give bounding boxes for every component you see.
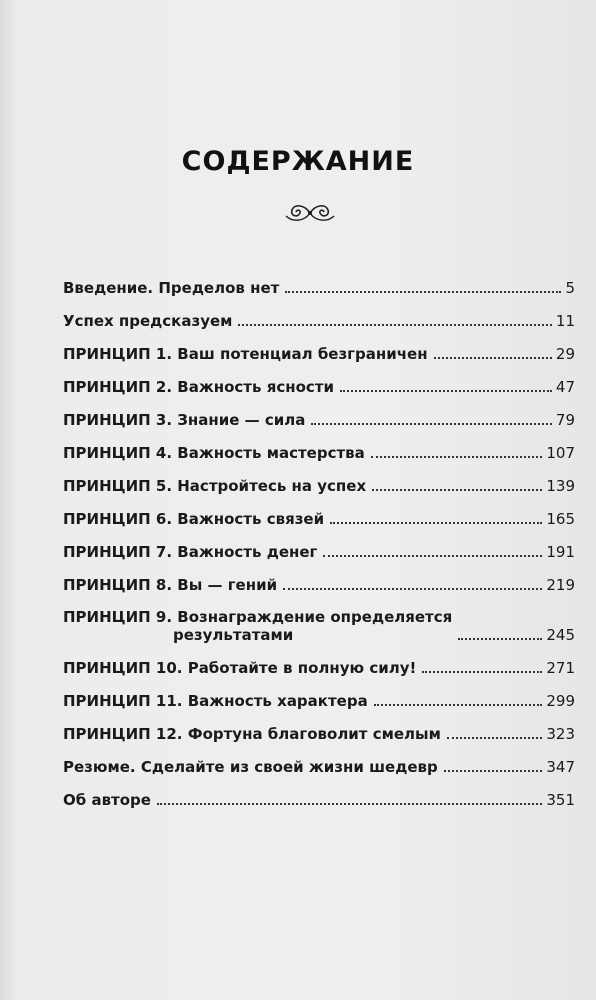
toc-entry-page: 165	[546, 510, 575, 528]
toc-entry-title: Об авторе	[63, 791, 151, 809]
toc-entry[interactable]	[63, 594, 575, 644]
dot-leader	[157, 802, 542, 805]
flourish-ornament-icon	[280, 200, 340, 226]
toc-entry-page: 79	[555, 411, 575, 429]
toc-entry-title: ПРИНЦИП 7. Важность денег	[63, 543, 318, 561]
toc-entry-page: 351	[546, 791, 575, 809]
toc-entry-page: 299	[546, 692, 575, 710]
toc-entry-title: ПРИНЦИП 6. Важность связей	[63, 510, 325, 528]
dot-leader	[444, 769, 543, 772]
toc-entry[interactable]	[63, 644, 575, 677]
toc-entry-title: ПРИНЦИП 5. Настройтесь на успех	[63, 477, 367, 495]
page-title: СОДЕРЖАНИЕ	[181, 146, 415, 177]
toc-entry-title-block	[63, 608, 452, 644]
toc-entry[interactable]	[63, 743, 575, 776]
toc-entry-title: ПРИНЦИП 9. Вознаграждение определяется	[63, 608, 453, 626]
dot-leader	[371, 455, 543, 458]
dot-leader	[311, 422, 552, 425]
toc-entry-title: ПРИНЦИП 11. Важность характера	[63, 692, 368, 710]
toc-entry-title: ПРИНЦИП 1. Ваш потенциал безграничен	[63, 345, 428, 363]
toc-entry[interactable]	[63, 561, 575, 594]
dot-leader	[330, 521, 542, 524]
dot-leader	[340, 389, 552, 392]
dot-leader	[238, 323, 552, 326]
toc-entry[interactable]	[63, 297, 575, 330]
toc-entry-title: ПРИНЦИП 3. Знание — сила	[63, 411, 306, 429]
toc-entry[interactable]	[63, 429, 575, 462]
toc-entry[interactable]	[63, 396, 575, 429]
toc-entry-page: 323	[546, 725, 575, 743]
toc-entry-page: 219	[546, 576, 575, 594]
dot-leader	[434, 356, 552, 359]
toc-entry-page: 191	[546, 543, 575, 561]
toc-entry-title: Введение. Пределов нет	[63, 279, 280, 297]
toc-entry[interactable]	[63, 677, 575, 710]
toc-entry-title: Успех предсказуем	[63, 312, 233, 330]
toc-entry[interactable]	[63, 363, 575, 396]
dot-leader	[374, 703, 543, 706]
toc-entry[interactable]	[63, 495, 575, 528]
toc-entry-page: 47	[555, 378, 575, 396]
toc-entry[interactable]	[63, 462, 575, 495]
toc-entry[interactable]	[63, 776, 575, 809]
toc-entry-title: ПРИНЦИП 4. Важность мастерства	[63, 444, 365, 462]
table-of-contents	[63, 264, 575, 809]
toc-entry-title: ПРИНЦИП 2. Важность ясности	[63, 378, 334, 396]
toc-entry-title-line2: результатами	[173, 626, 294, 644]
toc-entry[interactable]	[63, 264, 575, 297]
toc-entry-page: 29	[555, 345, 575, 363]
toc-entry-page: 107	[546, 444, 575, 462]
toc-entry-page: 271	[546, 659, 575, 677]
toc-entry[interactable]	[63, 710, 575, 743]
toc-entry-page: 11	[555, 312, 575, 330]
toc-entry-title: ПРИНЦИП 10. Работайте в полную силу!	[63, 659, 417, 677]
toc-entry-title: ПРИНЦИП 12. Фортуна благоволит смелым	[63, 725, 441, 743]
dot-leader	[447, 736, 542, 739]
toc-entry-page: 5	[565, 279, 575, 297]
dot-leader	[323, 554, 542, 557]
dot-leader	[458, 637, 542, 640]
dot-leader	[372, 488, 542, 491]
toc-entry-title: Резюме. Сделайте из своей жизни шедевр	[63, 758, 438, 776]
dot-leader	[285, 290, 561, 293]
toc-entry[interactable]	[63, 330, 575, 363]
toc-entry[interactable]	[63, 528, 575, 561]
toc-entry-page: 347	[546, 758, 575, 776]
dot-leader	[422, 670, 542, 673]
toc-entry-page: 139	[546, 477, 575, 495]
dot-leader	[283, 587, 542, 590]
toc-entry-page: 245	[546, 626, 575, 644]
toc-entry-title: ПРИНЦИП 8. Вы — гений	[63, 576, 278, 594]
